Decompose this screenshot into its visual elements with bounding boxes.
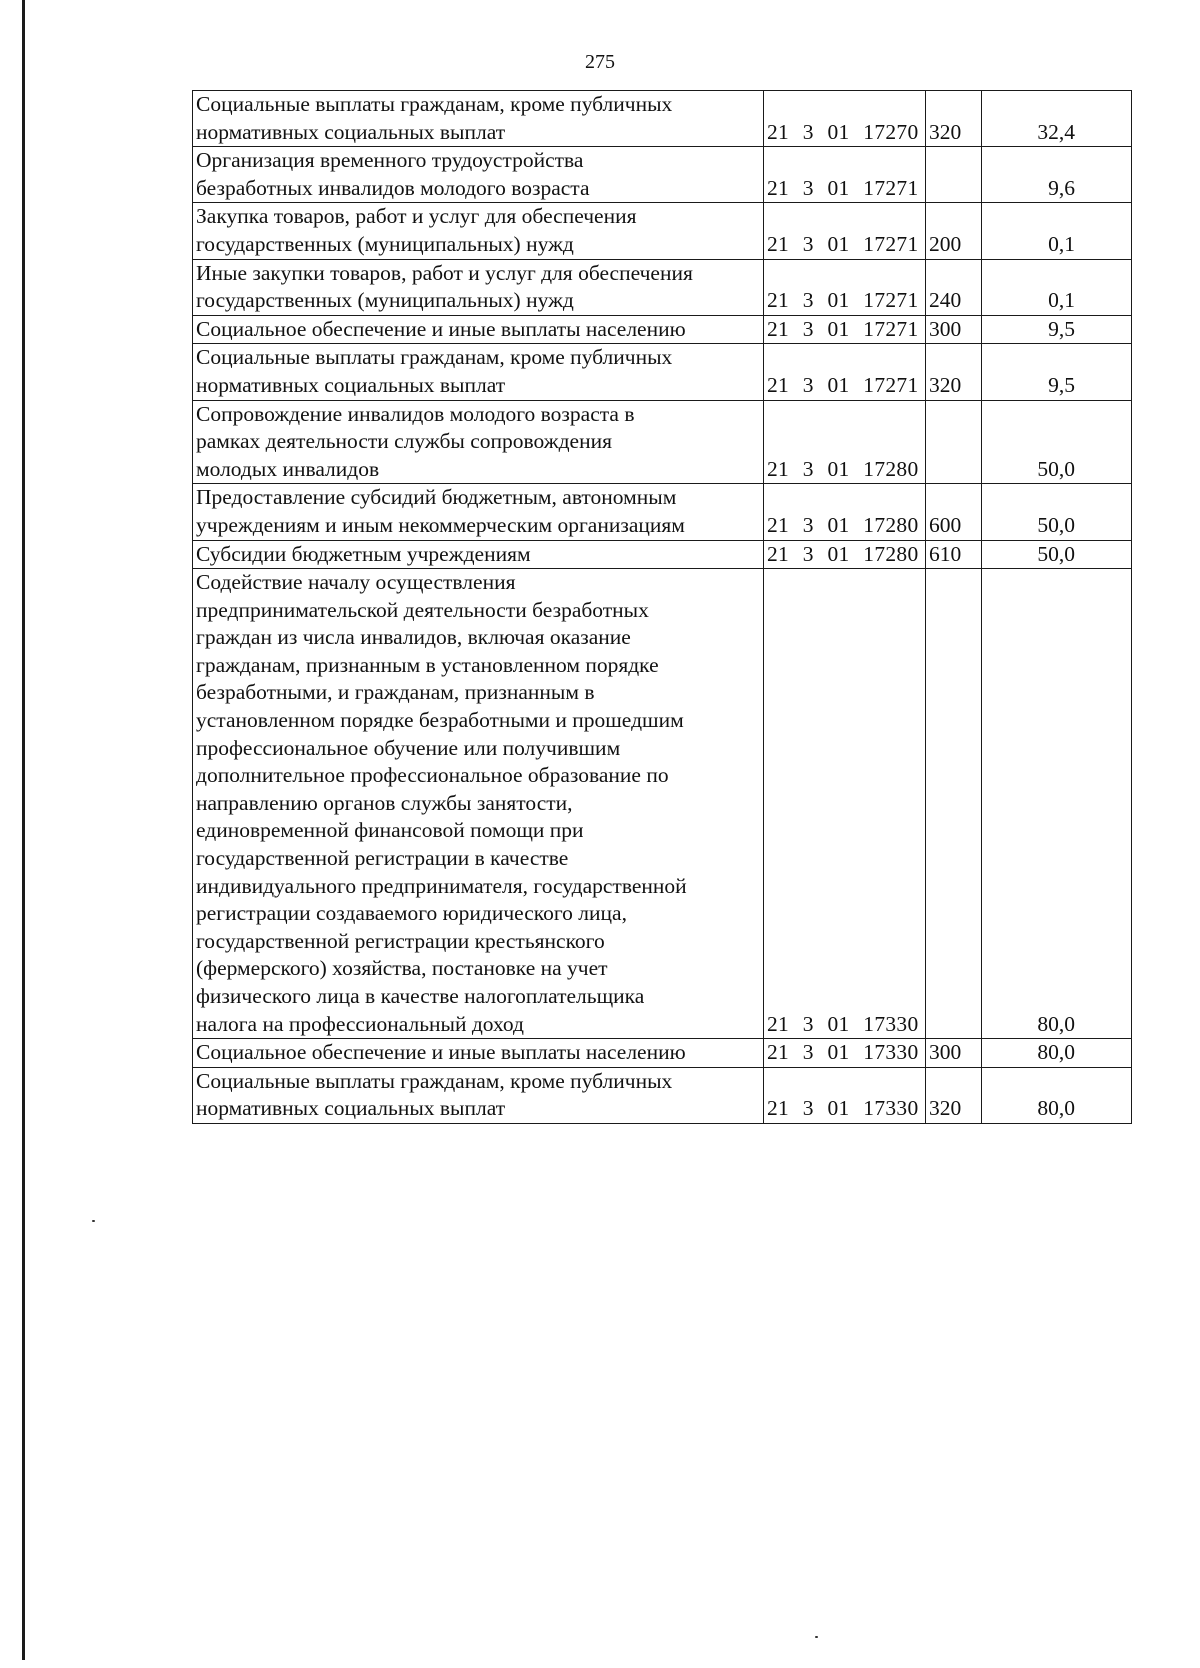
row-name-line: Содействие началу осуществления bbox=[196, 570, 516, 595]
row-expense-type-cell: 600 bbox=[926, 484, 982, 540]
table-row bbox=[193, 91, 1132, 147]
budget-table-body bbox=[193, 91, 1132, 1124]
row-name-line: (фермерского) хозяйства, постановке на учет bbox=[196, 956, 608, 981]
row-name-line: физического лица в качестве налогоплательщика bbox=[196, 984, 645, 1008]
row-sum-cell: 50,0 bbox=[982, 400, 1132, 484]
row-sum-cell: 50,0 bbox=[982, 540, 1132, 569]
row-name-cell bbox=[193, 91, 764, 147]
row-name-line: Сопровождение инвалидов молодого возраста в bbox=[196, 401, 635, 426]
row-expense-type-cell bbox=[926, 400, 982, 484]
row-code-cell: 21 3 01 17270 bbox=[764, 91, 926, 147]
row-sum-cell: 0,1 bbox=[982, 259, 1132, 315]
row-sum-cell: 9,5 bbox=[982, 315, 1132, 344]
table-row bbox=[193, 400, 1132, 484]
row-sum-cell: 80,0 bbox=[982, 569, 1132, 1039]
row-sum-cell: 0,1 bbox=[982, 203, 1132, 259]
table-row bbox=[193, 569, 1132, 1039]
row-name-cell bbox=[193, 259, 764, 315]
row-name-line: установленном порядке безработными и прошедшим bbox=[196, 708, 684, 733]
row-name-line: индивидуального предпринимателя, государственной bbox=[196, 873, 687, 898]
budget-table bbox=[192, 90, 1132, 1124]
row-code-cell: 21 3 01 17280 bbox=[764, 540, 926, 569]
row-name-line: государственных (муниципальных) нужд bbox=[196, 288, 574, 313]
row-name-line: гражданам, признанным в установленном порядке bbox=[196, 652, 659, 677]
row-name-line: Закупка товаров, работ и услуг для обеспечения bbox=[196, 204, 637, 229]
table-row bbox=[193, 1039, 1132, 1068]
row-name-line: Организация временного трудоустройства bbox=[196, 148, 584, 173]
row-sum-cell: 80,0 bbox=[982, 1067, 1132, 1123]
row-name-cell bbox=[193, 540, 764, 569]
row-expense-type-cell bbox=[926, 147, 982, 203]
table-row bbox=[193, 315, 1132, 344]
row-name-line: Иные закупки товаров, работ и услуг для обеспечения bbox=[196, 260, 693, 285]
row-name-line: Социальное обеспечение и иные выплаты населению bbox=[196, 316, 686, 341]
row-name-line: государственной регистрации в качестве bbox=[196, 846, 569, 871]
row-name-cell bbox=[193, 569, 764, 1039]
row-name-cell bbox=[193, 203, 764, 259]
row-name-line: нормативных социальных выплат bbox=[196, 372, 506, 397]
row-name-line: нормативных социальных выплат bbox=[196, 1096, 506, 1121]
row-name-line: безработных инвалидов молодого возраста bbox=[196, 175, 590, 200]
row-name-line: безработными, и гражданам, признанным в bbox=[196, 680, 595, 705]
row-code-cell: 21 3 01 17271 bbox=[764, 147, 926, 203]
row-expense-type-cell: 320 bbox=[926, 1067, 982, 1123]
page-number: 275 bbox=[585, 51, 615, 73]
table-row bbox=[193, 259, 1132, 315]
table-row bbox=[193, 1067, 1132, 1123]
row-name-line: предпринимательской деятельности безработных bbox=[196, 597, 649, 622]
row-name-line: Социальные выплаты гражданам, кроме публичных bbox=[196, 92, 673, 116]
row-code-cell: 21 3 01 17280 bbox=[764, 484, 926, 540]
row-code-cell: 21 3 01 17271 bbox=[764, 315, 926, 344]
row-expense-type-cell: 610 bbox=[926, 540, 982, 569]
row-code-cell: 21 3 01 17271 bbox=[764, 203, 926, 259]
row-expense-type-cell: 300 bbox=[926, 315, 982, 344]
row-name-line: молодых инвалидов bbox=[196, 456, 380, 481]
row-expense-type-cell: 200 bbox=[926, 203, 982, 259]
scan-speck bbox=[92, 1220, 95, 1222]
row-sum-cell: 32,4 bbox=[982, 91, 1132, 147]
row-name-cell bbox=[193, 147, 764, 203]
row-name-line: Социальное обеспечение и иные выплаты населению bbox=[196, 1040, 686, 1065]
row-name-line: Предоставление субсидий бюджетным, автономным bbox=[196, 485, 677, 510]
table-row bbox=[193, 540, 1132, 569]
row-name-line: граждан из числа инвалидов, включая оказание bbox=[196, 625, 631, 650]
row-name-line: Субсидии бюджетным учреждениям bbox=[196, 541, 531, 566]
row-code-cell: 21 3 01 17330 bbox=[764, 569, 926, 1039]
row-name-line: рамках деятельности службы сопровождения bbox=[196, 429, 612, 454]
row-sum-cell: 9,5 bbox=[982, 344, 1132, 400]
row-name-line: налога на профессиональный доход bbox=[196, 1011, 524, 1036]
row-name-line: учреждениям и иным некоммерческим организациям bbox=[196, 512, 685, 537]
row-name-line: государственной регистрации крестьянского bbox=[196, 928, 605, 953]
scan-speck bbox=[815, 1636, 818, 1638]
row-name-line: регистрации создаваемого юридического лица, bbox=[196, 901, 627, 926]
row-name-line: государственных (муниципальных) нужд bbox=[196, 231, 574, 256]
row-name-line: единовременной финансовой помощи при bbox=[196, 818, 584, 843]
table-row bbox=[193, 484, 1132, 540]
row-expense-type-cell: 320 bbox=[926, 91, 982, 147]
row-name-cell bbox=[193, 1067, 764, 1123]
row-code-cell: 21 3 01 17280 bbox=[764, 400, 926, 484]
row-expense-type-cell: 240 bbox=[926, 259, 982, 315]
row-sum-cell: 80,0 bbox=[982, 1039, 1132, 1068]
row-expense-type-cell: 300 bbox=[926, 1039, 982, 1068]
row-name-cell bbox=[193, 315, 764, 344]
row-name-line: дополнительное профессиональное образование по bbox=[196, 763, 669, 788]
row-name-line: нормативных социальных выплат bbox=[196, 119, 506, 144]
row-code-cell: 21 3 01 17271 bbox=[764, 259, 926, 315]
row-expense-type-cell: 320 bbox=[926, 344, 982, 400]
table-row bbox=[193, 203, 1132, 259]
row-name-cell bbox=[193, 484, 764, 540]
table-row bbox=[193, 344, 1132, 400]
scan-left-edge bbox=[22, 0, 25, 1660]
row-code-cell: 21 3 01 17271 bbox=[764, 344, 926, 400]
row-name-line: Социальные выплаты гражданам, кроме публичных bbox=[196, 1068, 673, 1093]
row-expense-type-cell bbox=[926, 569, 982, 1039]
row-name-line: Социальные выплаты гражданам, кроме публичных bbox=[196, 345, 673, 370]
row-sum-cell: 9,6 bbox=[982, 147, 1132, 203]
row-code-cell: 21 3 01 17330 bbox=[764, 1039, 926, 1068]
row-name-cell bbox=[193, 344, 764, 400]
row-name-line: направлению органов службы занятости, bbox=[196, 790, 573, 815]
row-sum-cell: 50,0 bbox=[982, 484, 1132, 540]
row-code-cell: 21 3 01 17330 bbox=[764, 1067, 926, 1123]
row-name-cell bbox=[193, 1039, 764, 1068]
table-row bbox=[193, 147, 1132, 203]
row-name-cell bbox=[193, 400, 764, 484]
row-name-line: профессиональное обучение или получившим bbox=[196, 735, 621, 760]
